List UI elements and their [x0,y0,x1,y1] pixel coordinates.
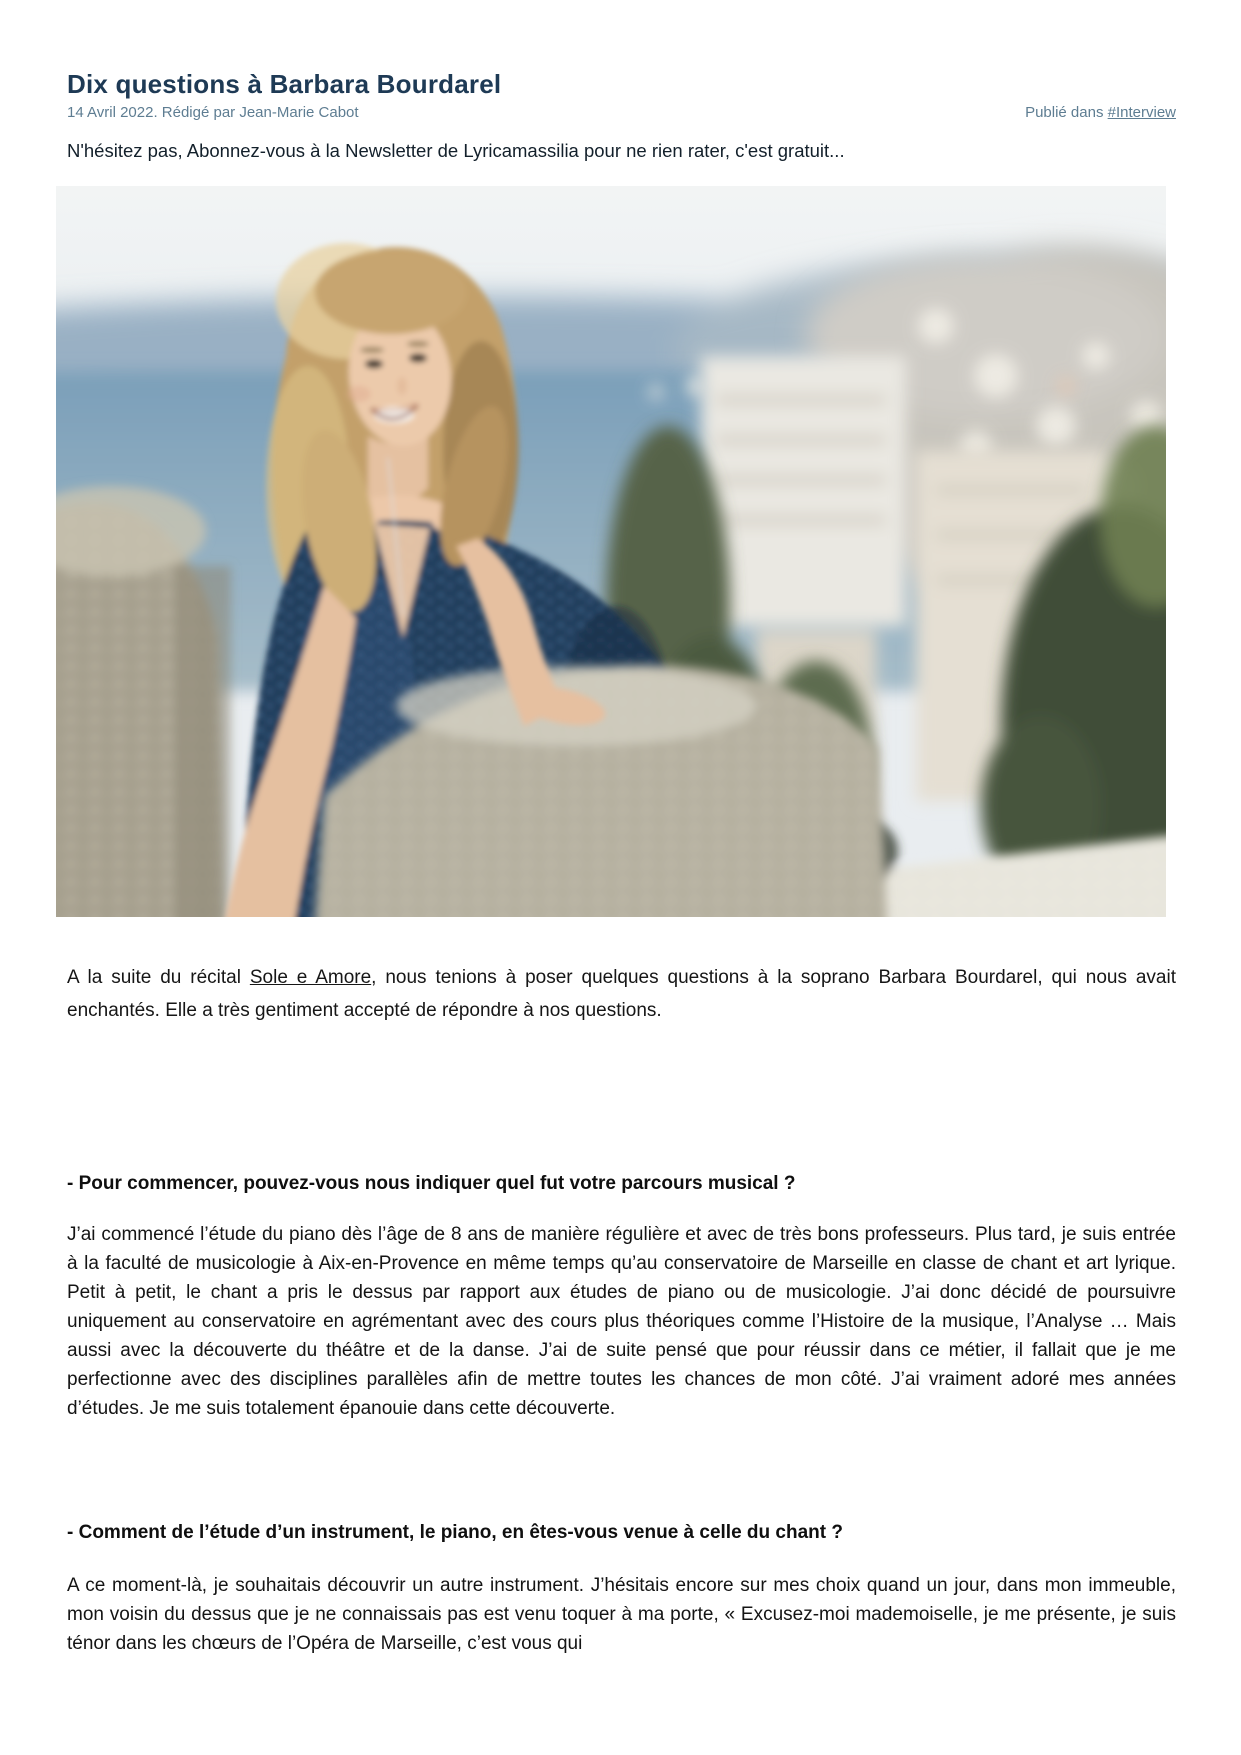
question-heading-2: - Comment de l’étude d’un instrument, le piano, en êtes-vous venue à celle du chant ? [67,1522,843,1543]
photo-illustration [56,186,1166,917]
interview-tag-link[interactable]: #Interview [1107,104,1176,121]
article-photo [56,186,1166,917]
qa-block-2 [67,1521,1176,1658]
newsletter-note: N'hésitez pas, Abonnez-vous à la Newsletter de Lyricamassilia pour ne rien rater, c'est gratuit... [67,140,845,161]
published-prefix: Publié dans [1025,104,1108,121]
published-in [1025,104,1176,121]
date-byline: 14 Avril 2022. Rédigé par Jean-Marie Cabot [67,104,359,121]
intro-text-after: , nous tenions à poser quelques questions à la soprano Barbara Bourdarel, qui nous avait enchantés. Elle a très gentiment accepté de répondre à nos questions. [67,967,1176,1021]
answer-paragraph-1: J’ai commencé l’étude du piano dès l’âge de 8 ans de manière régulière et avec de très bons professeurs. Plus tard, je suis entrée à la faculté de musicologie à Aix-en-Provence en même temps qu’au conservatoire de Marseille en classe de chant et art lyrique. Petit à petit, le chant a pris le dessus par rapport aux études de piano ou de musicologie. J’ai donc décidé de poursuivre uniquement au conservatoire en agrémentant avec des cours plus théoriques comme l’Histoire de la musique, l’Analyse … Mais aussi avec la découverte du théâtre et de la danse. J’ai de suite pensé que pour réussir dans ce métier, il fallait que je me perfectionne avec des disciplines parallèles afin de mettre toutes les chances de mon côté. J’ai vraiment adoré mes années d’études. Je me suis totalement épanouie dans cette découverte. [67,1224,1176,1419]
intro-text-before: A la suite du récital [67,967,250,988]
byline-row [67,104,1176,121]
stone-pedestal [314,665,888,917]
qa-block-1 [67,1172,1176,1423]
intro-paragraph [67,961,1176,1027]
answer-paragraph-2: A ce moment-là, je souhaitais découvrir un autre instrument. J’hésitais encore sur mes choix quand un jour, dans mon immeuble, mon voisin du dessus que je ne connaissais pas est venu toquer à ma porte, « Excusez-moi mademoiselle, je me présente, je suis ténor dans les chœurs de l’Opéra de Marseille, c’est vous qui [67,1575,1176,1654]
page-title: Dix questions à Barbara Bourdarel [67,69,502,99]
question-heading-1: - Pour commencer, pouvez-vous nous indiquer quel fut votre parcours musical ? [67,1173,796,1194]
recital-link[interactable]: Sole e Amore [249,967,372,988]
